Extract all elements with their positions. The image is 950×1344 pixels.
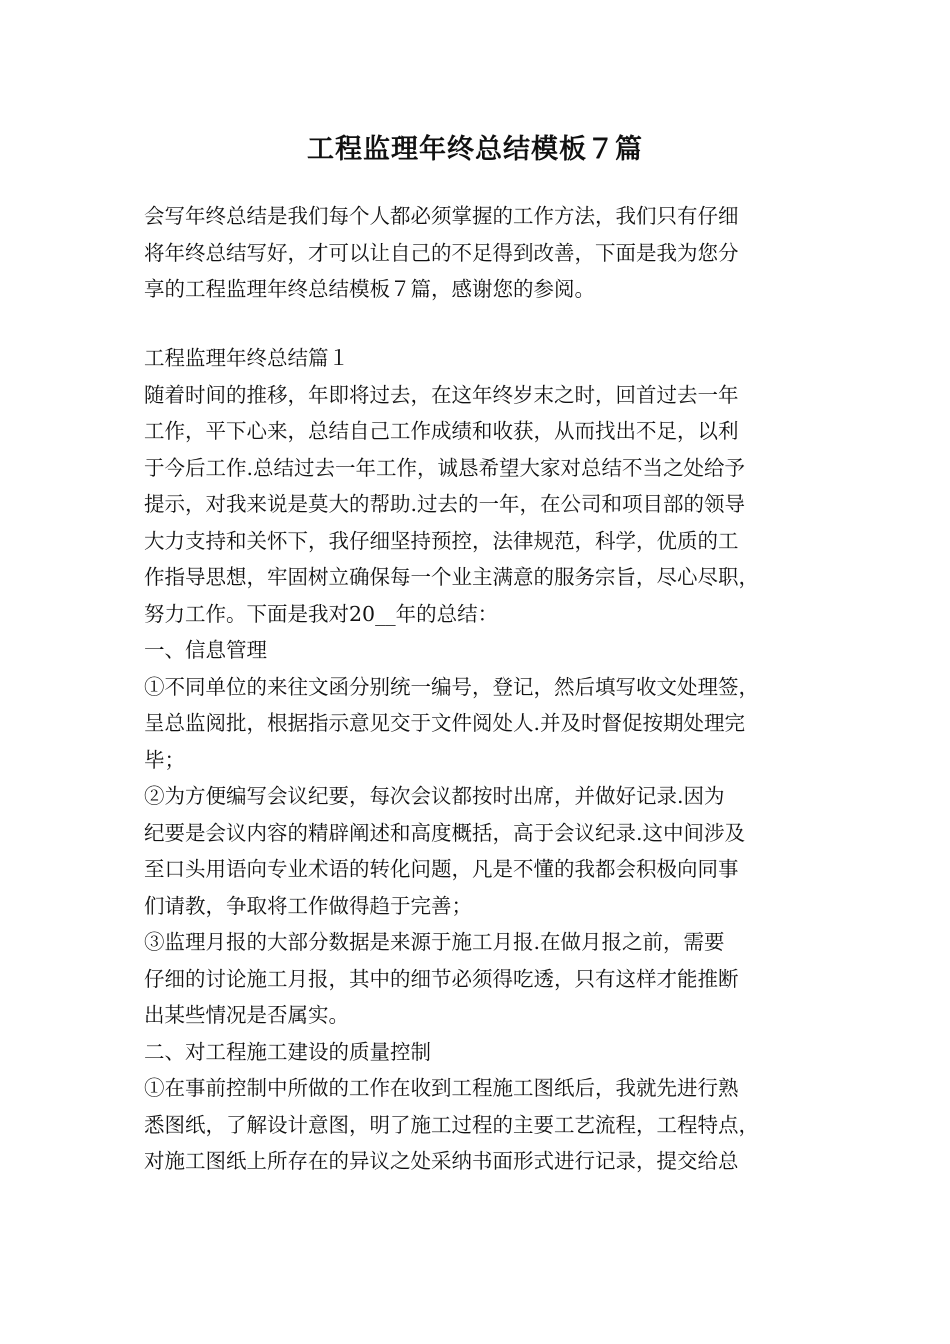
intro-paragraph xyxy=(144,198,812,308)
body-line: 努力工作。下面是我对20__年的总结： xyxy=(144,601,499,626)
body-line: 随着时间的推移，年即将过去，在这年终岁末之时，回首过去一年 xyxy=(144,382,739,407)
subsection-heading: 二、对工程施工建设的质量控制 xyxy=(144,1039,431,1064)
body-line: 毕； xyxy=(144,747,185,772)
body-line: 提示，对我来说是莫大的帮助.过去的一年，在公司和项目部的领导 xyxy=(144,492,746,516)
body-line: 大力支持和关怀下，我仔细坚持预控，法律规范，科学，优质的工 xyxy=(144,528,739,553)
intro-line: 将年终总结写好，才可以让自己的不足得到改善，下面是我为您分 xyxy=(144,240,739,265)
body-line: 作指导思想，牢固树立确保每一个业主满意的服务宗旨，尽心尽职， xyxy=(144,565,759,589)
body-line: 仔细的讨论施工月报，其中的细节必须得吃透，只有这样才能推断 xyxy=(144,966,739,991)
intro-line: 会写年终总结是我们每个人都必须掌握的工作方法，我们只有仔细 xyxy=(144,204,739,228)
body-line: 至口头用语向专业术语的转化问题，凡是不懂的我都会积极向同事 xyxy=(144,857,739,881)
body-line: ①在事前控制中所做的工作在收到工程施工图纸后，我就先进行熟 xyxy=(144,1076,739,1100)
section-heading: 工程监理年终总结篇１ xyxy=(144,346,349,370)
intro-line: 享的工程监理年终总结模板７篇，感谢您的参阅。 xyxy=(144,277,595,301)
body-line: ①不同单位的来往文函分别统一编号，登记，然后填写收文处理签， xyxy=(144,674,759,699)
body-line: 工作，平下心来，总结自己工作成绩和收获，从而找出不足，以利 xyxy=(144,419,739,443)
document-title: 工程监理年终总结模板７篇 xyxy=(307,134,643,165)
subsection-heading: 一、信息管理 xyxy=(144,638,267,662)
body-line: ②为方便编写会议纪要，每次会议都按时出席，并做好记录.因为 xyxy=(144,784,725,808)
body-line: 出某些情况是否属实。 xyxy=(144,1003,349,1027)
body-text xyxy=(144,340,812,1180)
body-line: 呈总监阅批，根据指示意见交于文件阅处人.并及时督促按期处理完 xyxy=(144,711,746,735)
body-line: 悉图纸，了解设计意图，明了施工过程的主要工艺流程，工程特点， xyxy=(144,1112,759,1137)
body-line: 纪要是会议内容的精辟阐述和高度概括，高于会议纪录.这中间涉及 xyxy=(144,820,746,845)
body-line: 对施工图纸上所存在的异议之处采纳书面形式进行记录，提交给总 xyxy=(144,1149,739,1173)
body-line: 于今后工作.总结过去一年工作，诚恳希望大家对总结不当之处给予 xyxy=(144,455,746,480)
body-line: ③监理月报的大部分数据是来源于施工月报.在做月报之前，需要 xyxy=(144,930,725,954)
body-line: 们请教，争取将工作做得趋于完善； xyxy=(144,893,472,918)
